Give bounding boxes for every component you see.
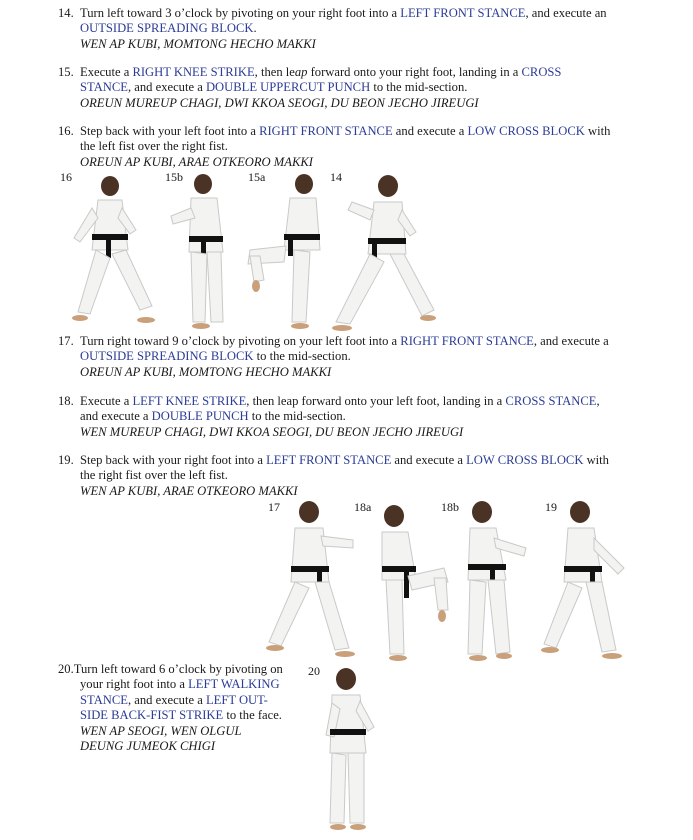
romanized-term: OREUN MUREUP CHAGI, DWI KKOA SEOGI, DU BEON JECHO JIREUGI bbox=[80, 95, 479, 110]
romanized-term: WEN MUREUP CHAGI, DWI KKOA SEOGI, DU BEON JECHO JIREUGI bbox=[80, 424, 464, 439]
romanized-term: OREUN AP KUBI, ARAE OTKEORO MAKKI bbox=[80, 154, 313, 169]
romanized-term: WEN AP KUBI, ARAE OTKEORO MAKKI bbox=[80, 483, 298, 498]
step-number: 17. bbox=[58, 334, 74, 348]
photo-move-15b bbox=[165, 172, 235, 334]
photo-label-18a: 18a bbox=[354, 500, 372, 514]
step-number: 16. bbox=[58, 124, 74, 138]
step-15: 15. Execute a RIGHT KNEE STRIKE, then leap forward onto your right foot, landing in a CROSS STANCE, and execute a DOUBLE UPPERCUT PUNCH to the mid-section. OREUN MUREUP CHAGI, DWI KKOA SEOGI, DU BEON JECHO JIREUGI bbox=[58, 65, 683, 111]
step-20: 20.Turn left toward 6 o’clock by pivoting on your right foot into a LEFT WALKING STANCE, and execute a LEFT OUT- SIDE BACK-FIST STRIKE to the face. WEN AP SEOGI, WEN OLGUL DEUNG JUMEOK CHIGI bbox=[58, 662, 308, 754]
photo-move-14 bbox=[330, 172, 440, 334]
photo-label-15b: 15b bbox=[165, 170, 183, 184]
photo-move-20 bbox=[318, 665, 378, 835]
romanized-term: OREUN AP KUBI, MOMTONG HECHO MAKKI bbox=[80, 364, 332, 379]
step-14: 14. Turn left toward 3 o’clock by pivoting on your right foot into a LEFT FRONT STANCE, and execute an OUTSIDE SPREADING BLOCK. WEN AP KUBI, MOMTONG HECHO MAKKI bbox=[58, 6, 683, 52]
photo-label-19: 19 bbox=[545, 500, 557, 514]
step-number: 15. bbox=[58, 65, 74, 79]
step-number: 20. bbox=[58, 662, 74, 676]
photo-label-14: 14 bbox=[330, 170, 342, 184]
photo-label-18b: 18b bbox=[441, 500, 459, 514]
step-18: 18. Execute a LEFT KNEE STRIKE, then leap forward onto your left foot, landing in a CROSS STANCE, and execute a DOUBLE PUNCH to the mid-section. WEN MUREUP CHAGI, DWI KKOA SEOGI, DU BEON JECHO JIREUGI bbox=[58, 394, 683, 440]
step-16: 16. Step back with your left foot into a RIGHT FRONT STANCE and execute a LOW CROSS BLOCK with the left fist over the right fist. OREUN AP KUBI, ARAE OTKEORO MAKKI bbox=[58, 124, 683, 170]
step-17: 17. Turn right toward 9 o’clock by pivoting on your left foot into a RIGHT FRONT STANCE, and execute a OUTSIDE SPREADING BLOCK to the mid-section. OREUN AP KUBI, MOMTONG HECHO MAKKI bbox=[58, 334, 683, 380]
romanized-term: WEN AP SEOGI, WEN OLGUL bbox=[80, 723, 242, 738]
photo-move-15a bbox=[244, 172, 328, 334]
photo-label-17: 17 bbox=[268, 500, 280, 514]
romanized-term: WEN AP KUBI, MOMTONG HECHO MAKKI bbox=[80, 36, 316, 51]
photo-move-18b bbox=[460, 498, 540, 664]
step-number: 14. bbox=[58, 6, 74, 20]
photo-move-18a bbox=[372, 498, 452, 664]
step-19: 19. Step back with your right foot into a LEFT FRONT STANCE and execute a LOW CROSS BLOCK with the right fist over the left fist. WEN AP KUBI, ARAE OTKEORO MAKKI bbox=[58, 453, 683, 499]
romanized-term: DEUNG JUMEOK CHIGI bbox=[80, 739, 216, 754]
photo-move-17 bbox=[265, 498, 365, 664]
photo-label-15a: 15a bbox=[248, 170, 266, 184]
photo-label-20: 20 bbox=[308, 664, 320, 678]
step-number: 19. bbox=[58, 453, 74, 467]
photo-label-16: 16 bbox=[60, 170, 72, 184]
step-number: 18. bbox=[58, 394, 74, 408]
photo-move-19 bbox=[540, 498, 636, 664]
photo-move-16 bbox=[62, 172, 162, 334]
